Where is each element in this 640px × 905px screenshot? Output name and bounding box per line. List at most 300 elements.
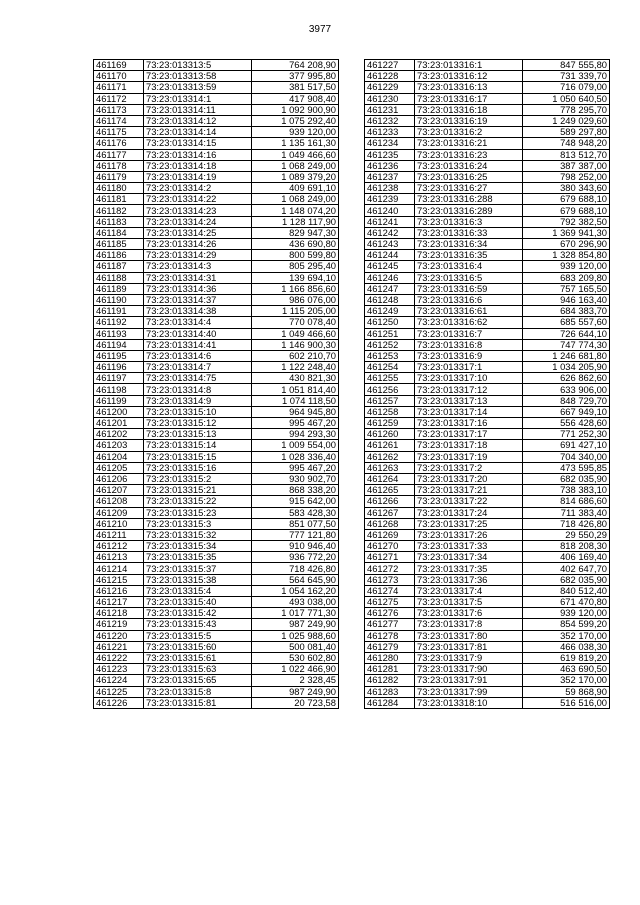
value-cell: 530 602,80 xyxy=(252,652,339,663)
row-number-cell: 461191 xyxy=(94,306,144,317)
table-row xyxy=(365,71,610,82)
row-number-cell: 461197 xyxy=(94,373,144,384)
value-cell: 1 028 336,40 xyxy=(252,451,339,462)
table-row xyxy=(94,317,339,328)
table-row xyxy=(94,160,339,171)
cadastral-number-cell: 73:23:013317:9 xyxy=(415,652,523,663)
row-number-cell: 461169 xyxy=(94,60,144,71)
table-row xyxy=(94,328,339,339)
cadastral-number-cell: 73:23:013316:34 xyxy=(415,239,523,250)
table-row xyxy=(94,630,339,641)
row-number-cell: 461229 xyxy=(365,82,415,93)
cadastral-number-cell: 73:23:013317:21 xyxy=(415,485,523,496)
row-number-cell: 461252 xyxy=(365,339,415,350)
table-row xyxy=(94,406,339,417)
cadastral-number-cell: 73:23:013317:6 xyxy=(415,608,523,619)
row-number-cell: 461239 xyxy=(365,194,415,205)
cadastral-number-cell: 73:23:013317:2 xyxy=(415,462,523,473)
table-row xyxy=(94,574,339,585)
row-number-cell: 461261 xyxy=(365,440,415,451)
table-row xyxy=(94,194,339,205)
value-cell: 1 122 248,40 xyxy=(252,362,339,373)
table-row xyxy=(365,60,610,71)
table-row xyxy=(365,216,610,227)
value-cell: 748 948,20 xyxy=(523,138,610,149)
cadastral-number-cell: 73:23:013315:13 xyxy=(144,429,252,440)
row-number-cell: 461174 xyxy=(94,115,144,126)
row-number-cell: 461258 xyxy=(365,406,415,417)
cadastral-number-cell: 73:23:013313:5 xyxy=(144,60,252,71)
cadastral-number-cell: 73:23:013316:62 xyxy=(415,317,523,328)
row-number-cell: 461186 xyxy=(94,250,144,261)
table-row xyxy=(94,597,339,608)
value-cell: 987 249,90 xyxy=(252,619,339,630)
cadastral-number-cell: 73:23:013317:81 xyxy=(415,641,523,652)
table-row xyxy=(94,149,339,160)
value-cell: 738 383,10 xyxy=(523,485,610,496)
table-body-right xyxy=(365,60,610,709)
table-row xyxy=(365,160,610,171)
value-cell: 684 383,70 xyxy=(523,306,610,317)
row-number-cell: 461199 xyxy=(94,395,144,406)
table-row xyxy=(94,585,339,596)
cadastral-number-cell: 73:23:013314:22 xyxy=(144,194,252,205)
table-row xyxy=(365,597,610,608)
row-number-cell: 461216 xyxy=(94,585,144,596)
row-number-cell: 461268 xyxy=(365,518,415,529)
table-row xyxy=(94,138,339,149)
cadastral-number-cell: 73:23:013317:10 xyxy=(415,373,523,384)
table-row xyxy=(365,149,610,160)
table-row xyxy=(94,127,339,138)
table-row xyxy=(94,294,339,305)
cadastral-number-cell: 73:23:013316:18 xyxy=(415,104,523,115)
row-number-cell: 461260 xyxy=(365,429,415,440)
table-row xyxy=(94,227,339,238)
row-number-cell: 461238 xyxy=(365,183,415,194)
cadastral-number-cell: 73:23:013314:4 xyxy=(144,317,252,328)
row-number-cell: 461180 xyxy=(94,183,144,194)
cadastral-number-cell: 73:23:013317:16 xyxy=(415,418,523,429)
cadastral-number-cell: 73:23:013317:12 xyxy=(415,384,523,395)
table-row xyxy=(94,641,339,652)
value-cell: 747 774,30 xyxy=(523,339,610,350)
value-cell: 1 074 118,50 xyxy=(252,395,339,406)
value-cell: 463 690,50 xyxy=(523,664,610,675)
cadastral-number-cell: 73:23:013317:36 xyxy=(415,574,523,585)
row-number-cell: 461278 xyxy=(365,630,415,641)
value-cell: 1 369 941,30 xyxy=(523,227,610,238)
cadastral-number-cell: 73:23:013314:11 xyxy=(144,104,252,115)
cadastral-number-cell: 73:23:013317:22 xyxy=(415,496,523,507)
cadastral-number-cell: 73:23:013316:27 xyxy=(415,183,523,194)
value-cell: 716 079,00 xyxy=(523,82,610,93)
table-row xyxy=(94,71,339,82)
row-number-cell: 461214 xyxy=(94,563,144,574)
cadastral-number-cell: 73:23:013315:63 xyxy=(144,664,252,675)
cadastral-number-cell: 73:23:013314:9 xyxy=(144,395,252,406)
value-cell: 718 426,80 xyxy=(252,563,339,574)
table-row xyxy=(365,183,610,194)
table-row xyxy=(94,429,339,440)
cadastral-number-cell: 73:23:013317:33 xyxy=(415,541,523,552)
row-number-cell: 461179 xyxy=(94,171,144,182)
row-number-cell: 461249 xyxy=(365,306,415,317)
table-row xyxy=(365,350,610,361)
row-number-cell: 461270 xyxy=(365,541,415,552)
table-row xyxy=(365,384,610,395)
row-number-cell: 461277 xyxy=(365,619,415,630)
table-row xyxy=(365,451,610,462)
row-number-cell: 461187 xyxy=(94,261,144,272)
table-row xyxy=(365,239,610,250)
table-row xyxy=(94,608,339,619)
cadastral-number-cell: 73:23:013314:75 xyxy=(144,373,252,384)
cadastral-number-cell: 73:23:013316:25 xyxy=(415,171,523,182)
table-row xyxy=(365,138,610,149)
row-number-cell: 461256 xyxy=(365,384,415,395)
table-row xyxy=(365,93,610,104)
table-row xyxy=(365,462,610,473)
value-cell: 682 035,90 xyxy=(523,473,610,484)
table-row xyxy=(94,306,339,317)
cadastral-number-cell: 73:23:013314:7 xyxy=(144,362,252,373)
value-cell: 987 249,90 xyxy=(252,686,339,697)
value-cell: 670 296,90 xyxy=(523,239,610,250)
cadastral-number-cell: 73:23:013314:12 xyxy=(144,115,252,126)
value-cell: 1 068 249,00 xyxy=(252,194,339,205)
table-row xyxy=(94,496,339,507)
cadastral-number-cell: 73:23:013314:41 xyxy=(144,339,252,350)
cadastral-number-cell: 73:23:013315:4 xyxy=(144,585,252,596)
table-row xyxy=(365,675,610,686)
table-row xyxy=(365,563,610,574)
cadastral-number-cell: 73:23:013316:61 xyxy=(415,306,523,317)
row-number-cell: 461232 xyxy=(365,115,415,126)
table-row xyxy=(365,697,610,708)
value-cell: 986 076,00 xyxy=(252,294,339,305)
value-cell: 792 382,50 xyxy=(523,216,610,227)
value-cell: 20 723,58 xyxy=(252,697,339,708)
table-row xyxy=(365,552,610,563)
value-cell: 847 555,80 xyxy=(523,60,610,71)
table-row xyxy=(365,485,610,496)
table-row xyxy=(94,652,339,663)
value-cell: 691 427,10 xyxy=(523,440,610,451)
value-cell: 1 148 074,20 xyxy=(252,205,339,216)
row-number-cell: 461245 xyxy=(365,261,415,272)
value-cell: 854 599,20 xyxy=(523,619,610,630)
value-cell: 352 170,00 xyxy=(523,630,610,641)
cadastral-number-cell: 73:23:013317:80 xyxy=(415,630,523,641)
row-number-cell: 461255 xyxy=(365,373,415,384)
value-cell: 589 297,80 xyxy=(523,127,610,138)
table-row xyxy=(365,283,610,294)
row-number-cell: 461262 xyxy=(365,451,415,462)
table-row xyxy=(365,294,610,305)
value-cell: 915 642,00 xyxy=(252,496,339,507)
value-cell: 1 049 466,60 xyxy=(252,328,339,339)
page-number: 3977 xyxy=(308,24,332,35)
row-number-cell: 461254 xyxy=(365,362,415,373)
cadastral-number-cell: 73:23:013315:42 xyxy=(144,608,252,619)
row-number-cell: 461228 xyxy=(365,71,415,82)
cadastral-number-cell: 73:23:013315:22 xyxy=(144,496,252,507)
cadastral-number-cell: 73:23:013317:1 xyxy=(415,362,523,373)
row-number-cell: 461173 xyxy=(94,104,144,115)
table-row xyxy=(94,451,339,462)
row-number-cell: 461170 xyxy=(94,71,144,82)
value-cell: 936 772,20 xyxy=(252,552,339,563)
table-row xyxy=(365,104,610,115)
cadastral-number-cell: 73:23:013314:15 xyxy=(144,138,252,149)
row-number-cell: 461205 xyxy=(94,462,144,473)
value-cell: 910 946,40 xyxy=(252,541,339,552)
row-number-cell: 461230 xyxy=(365,93,415,104)
row-number-cell: 461184 xyxy=(94,227,144,238)
cadastral-number-cell: 73:23:013314:31 xyxy=(144,272,252,283)
row-number-cell: 461213 xyxy=(94,552,144,563)
table-row xyxy=(94,619,339,630)
row-number-cell: 461195 xyxy=(94,350,144,361)
row-number-cell: 461271 xyxy=(365,552,415,563)
value-cell: 679 688,10 xyxy=(523,194,610,205)
value-cell: 1 049 466,60 xyxy=(252,149,339,160)
table-row xyxy=(365,306,610,317)
cadastral-number-cell: 73:23:013316:1 xyxy=(415,60,523,71)
row-number-cell: 461220 xyxy=(94,630,144,641)
row-number-cell: 461194 xyxy=(94,339,144,350)
cadastral-number-cell: 73:23:013316:12 xyxy=(415,71,523,82)
table-row xyxy=(94,552,339,563)
value-cell: 59 868,90 xyxy=(523,686,610,697)
cadastral-number-cell: 73:23:013318:10 xyxy=(415,697,523,708)
row-number-cell: 461181 xyxy=(94,194,144,205)
cadastral-number-cell: 73:23:013314:1 xyxy=(144,93,252,104)
row-number-cell: 461224 xyxy=(94,675,144,686)
value-cell: 995 467,20 xyxy=(252,462,339,473)
value-cell: 840 512,40 xyxy=(523,585,610,596)
cadastral-number-cell: 73:23:013315:15 xyxy=(144,451,252,462)
row-number-cell: 461282 xyxy=(365,675,415,686)
cadastral-number-cell: 73:23:013315:5 xyxy=(144,630,252,641)
value-cell: 1 068 249,00 xyxy=(252,160,339,171)
value-cell: 682 035,90 xyxy=(523,574,610,585)
value-cell: 1 135 161,30 xyxy=(252,138,339,149)
cadastral-number-cell: 73:23:013316:23 xyxy=(415,149,523,160)
table-row xyxy=(365,518,610,529)
row-number-cell: 461269 xyxy=(365,529,415,540)
table-row xyxy=(365,250,610,261)
cadastral-number-cell: 73:23:013316:9 xyxy=(415,350,523,361)
cadastral-number-cell: 73:23:013316:21 xyxy=(415,138,523,149)
row-number-cell: 461212 xyxy=(94,541,144,552)
cadastral-number-cell: 73:23:013314:16 xyxy=(144,149,252,160)
table-row xyxy=(365,664,610,675)
value-cell: 964 945,80 xyxy=(252,406,339,417)
value-cell: 139 694,10 xyxy=(252,272,339,283)
value-cell: 377 995,80 xyxy=(252,71,339,82)
value-cell: 417 908,40 xyxy=(252,93,339,104)
value-cell: 718 426,80 xyxy=(523,518,610,529)
value-cell: 626 862,60 xyxy=(523,373,610,384)
value-cell: 818 208,30 xyxy=(523,541,610,552)
value-cell: 1 075 292,40 xyxy=(252,115,339,126)
value-cell: 516 516,00 xyxy=(523,697,610,708)
value-cell: 381 517,50 xyxy=(252,82,339,93)
row-number-cell: 461221 xyxy=(94,641,144,652)
table-row xyxy=(94,518,339,529)
value-cell: 633 906,00 xyxy=(523,384,610,395)
cadastral-number-cell: 73:23:013314:38 xyxy=(144,306,252,317)
value-cell: 1 054 162,20 xyxy=(252,585,339,596)
table-row xyxy=(365,205,610,216)
row-number-cell: 461217 xyxy=(94,597,144,608)
row-number-cell: 461198 xyxy=(94,384,144,395)
cadastral-number-cell: 73:23:013314:24 xyxy=(144,216,252,227)
table-row xyxy=(94,563,339,574)
row-number-cell: 461234 xyxy=(365,138,415,149)
row-number-cell: 461231 xyxy=(365,104,415,115)
value-cell: 1 051 814,40 xyxy=(252,384,339,395)
value-cell: 473 595,85 xyxy=(523,462,610,473)
table-row xyxy=(94,250,339,261)
table-row xyxy=(94,664,339,675)
row-number-cell: 461253 xyxy=(365,350,415,361)
table-row xyxy=(365,429,610,440)
cadastral-number-cell: 73:23:013317:91 xyxy=(415,675,523,686)
table-body-left xyxy=(94,60,339,709)
table-row xyxy=(365,194,610,205)
table-row xyxy=(94,104,339,115)
table-row xyxy=(94,183,339,194)
row-number-cell: 461203 xyxy=(94,440,144,451)
cadastral-number-cell: 73:23:013314:6 xyxy=(144,350,252,361)
cadastral-number-cell: 73:23:013315:61 xyxy=(144,652,252,663)
value-cell: 770 078,40 xyxy=(252,317,339,328)
row-number-cell: 461283 xyxy=(365,686,415,697)
value-cell: 930 902,70 xyxy=(252,473,339,484)
cadastral-number-cell: 73:23:013315:32 xyxy=(144,529,252,540)
row-number-cell: 461183 xyxy=(94,216,144,227)
cadastral-number-cell: 73:23:013316:2 xyxy=(415,127,523,138)
cadastral-number-cell: 73:23:013315:37 xyxy=(144,563,252,574)
row-number-cell: 461189 xyxy=(94,283,144,294)
table-row xyxy=(365,574,610,585)
value-cell: 679 688,10 xyxy=(523,205,610,216)
row-number-cell: 461273 xyxy=(365,574,415,585)
table-row xyxy=(94,507,339,518)
cadastral-number-cell: 73:23:013314:36 xyxy=(144,283,252,294)
row-number-cell: 461218 xyxy=(94,608,144,619)
cadastral-number-cell: 73:23:013317:24 xyxy=(415,507,523,518)
value-cell: 1 034 205,90 xyxy=(523,362,610,373)
value-cell: 939 120,00 xyxy=(523,608,610,619)
cadastral-number-cell: 73:23:013317:99 xyxy=(415,686,523,697)
table-row xyxy=(365,619,610,630)
cadastral-number-cell: 73:23:013317:35 xyxy=(415,563,523,574)
cadastral-number-cell: 73:23:013316:5 xyxy=(415,272,523,283)
cadastral-number-cell: 73:23:013317:19 xyxy=(415,451,523,462)
value-cell: 764 208,90 xyxy=(252,60,339,71)
row-number-cell: 461272 xyxy=(365,563,415,574)
row-number-cell: 461207 xyxy=(94,485,144,496)
value-cell: 1 246 681,80 xyxy=(523,350,610,361)
cadastral-number-cell: 73:23:013317:90 xyxy=(415,664,523,675)
cadastral-number-cell: 73:23:013317:26 xyxy=(415,529,523,540)
value-cell: 406 169,40 xyxy=(523,552,610,563)
value-cell: 829 947,30 xyxy=(252,227,339,238)
value-cell: 564 645,90 xyxy=(252,574,339,585)
cadastral-number-cell: 73:23:013315:23 xyxy=(144,507,252,518)
value-cell: 848 729,70 xyxy=(523,395,610,406)
table-row xyxy=(365,395,610,406)
row-number-cell: 461248 xyxy=(365,294,415,305)
table-row xyxy=(365,127,610,138)
table-row xyxy=(94,541,339,552)
table-row xyxy=(94,239,339,250)
cadastral-number-cell: 73:23:013315:8 xyxy=(144,686,252,697)
table-row xyxy=(94,283,339,294)
table-row xyxy=(94,115,339,126)
row-number-cell: 461193 xyxy=(94,328,144,339)
value-cell: 466 038,30 xyxy=(523,641,610,652)
row-number-cell: 461263 xyxy=(365,462,415,473)
table-row xyxy=(94,93,339,104)
cadastral-number-cell: 73:23:013314:29 xyxy=(144,250,252,261)
cadastral-number-cell: 73:23:013316:288 xyxy=(415,194,523,205)
row-number-cell: 461246 xyxy=(365,272,415,283)
table-row xyxy=(365,339,610,350)
cadastral-number-cell: 73:23:013314:18 xyxy=(144,160,252,171)
table-row xyxy=(365,630,610,641)
table-row xyxy=(94,697,339,708)
value-cell: 704 340,00 xyxy=(523,451,610,462)
value-cell: 814 686,60 xyxy=(523,496,610,507)
cadastral-number-cell: 73:23:013315:3 xyxy=(144,518,252,529)
cadastral-number-cell: 73:23:013316:8 xyxy=(415,339,523,350)
value-cell: 777 121,80 xyxy=(252,529,339,540)
table-row xyxy=(365,373,610,384)
cadastral-number-cell: 73:23:013315:14 xyxy=(144,440,252,451)
table-row xyxy=(94,216,339,227)
value-cell: 1 050 640,50 xyxy=(523,93,610,104)
row-number-cell: 461241 xyxy=(365,216,415,227)
row-number-cell: 461240 xyxy=(365,205,415,216)
table-row xyxy=(94,462,339,473)
table-row xyxy=(365,529,610,540)
table-row xyxy=(365,272,610,283)
row-number-cell: 461208 xyxy=(94,496,144,507)
value-cell: 1 017 771,30 xyxy=(252,608,339,619)
row-number-cell: 461190 xyxy=(94,294,144,305)
row-number-cell: 461266 xyxy=(365,496,415,507)
row-number-cell: 461209 xyxy=(94,507,144,518)
cadastral-number-cell: 73:23:013316:13 xyxy=(415,82,523,93)
row-number-cell: 461242 xyxy=(365,227,415,238)
value-cell: 602 210,70 xyxy=(252,350,339,361)
table-row xyxy=(94,272,339,283)
cadastral-number-cell: 73:23:013317:20 xyxy=(415,473,523,484)
value-cell: 939 120,00 xyxy=(252,127,339,138)
cadastral-number-cell: 73:23:013315:60 xyxy=(144,641,252,652)
value-cell: 1 115 205,00 xyxy=(252,306,339,317)
table-row xyxy=(365,440,610,451)
row-number-cell: 461227 xyxy=(365,60,415,71)
cadastral-number-cell: 73:23:013314:8 xyxy=(144,384,252,395)
row-number-cell: 461250 xyxy=(365,317,415,328)
value-cell: 352 170,00 xyxy=(523,675,610,686)
